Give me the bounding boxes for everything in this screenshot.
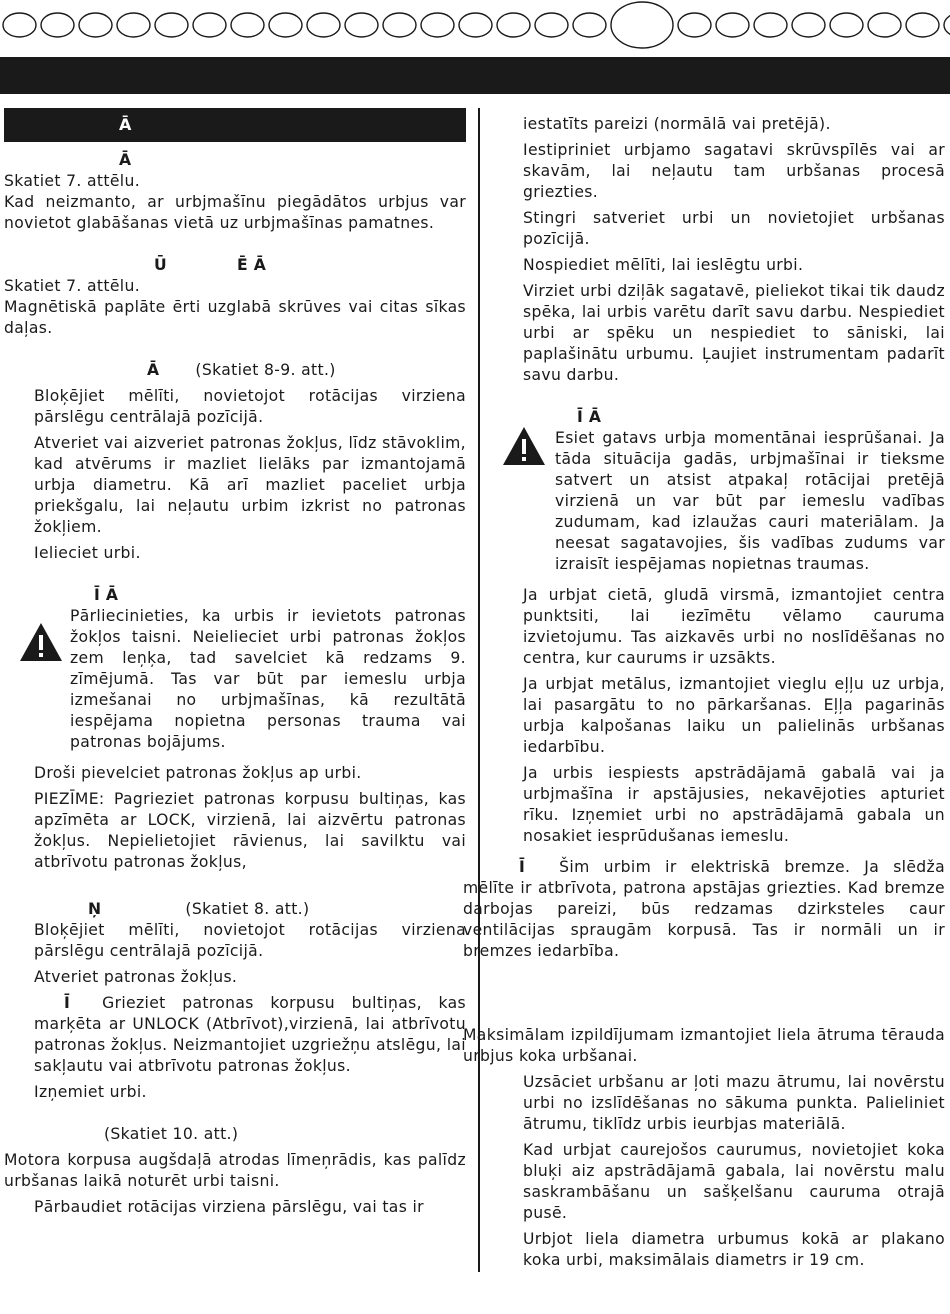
- step: Ja urbis iespiests apstrādājamā gabalā vai ja urbjmašīna ir apstājusies, nekavējoties apturiet rīku. Izņemiet urbi no apstrādājamā gabala un nosakiet iesprūdušanas iemeslu.: [523, 764, 945, 845]
- step: Stingri satveriet urbi un novietojiet urbšanas pozīcijā.: [523, 209, 945, 248]
- paragraph: Kad neizmanto, ar urbjmašīnu piegādātos urbjus var novietot glabāšanas vietā uz urbjmašīnas pamatnes.: [4, 193, 466, 232]
- warning-triangle-icon: [501, 425, 547, 467]
- step: Pārbaudiet rotācijas virziena pārslēgu, vai tas ir: [34, 1198, 424, 1216]
- warning-text: Esiet gatavs urbja momentānai iesprūšanai. Ja tāda situācija gadās, urbjmašīnai ir tieksme satvert un atsist atpakaļ rotācijai pretējā virzienā un var būt par iemeslu vadības zudumam, kad izlaužas cauri materiālam. Ja neesat sagatavojies, šis vadības zudums var izraisīt iespējamas nopietnas traumas.: [555, 429, 945, 573]
- subheading-install-bit: Ā (Skatiet 8-9. att.): [147, 361, 336, 379]
- header-oval-chain: [0, 0, 950, 50]
- header-oval: [497, 13, 530, 37]
- left-column: [4, 108, 466, 1218]
- step: Kad urbjat caurejošos caurumus, novietojiet koka bluķi aiz apstrādājamā gabala, lai novērstu malu saskrambāšanu un sašķelšanu cauruma otrajā pusē.: [523, 1141, 945, 1222]
- header-oval: [716, 13, 749, 37]
- right-column: [463, 114, 945, 1271]
- subheading-storage: Ā: [119, 151, 132, 169]
- step: Virziet urbi dziļāk sagatavē, pieliekot tikai tik daudz spēka, lai urbis varētu darīt savu darbu. Nespiediet urbi ar spēku un nespiediet to sāniski, lai paplašinātu urbumu. Ļaujiet instrumentam padarīt savu darbu.: [523, 282, 945, 384]
- header-oval: [307, 13, 340, 37]
- header-oval: [231, 13, 264, 37]
- section-heading-bar: Ā: [4, 108, 466, 142]
- header-oval: [868, 13, 901, 37]
- paragraph: Maksimālam izpildījumam izmantojiet liela ātruma tērauda urbjus koka urbšanai.: [463, 1026, 945, 1065]
- step: Iestipriniet urbjamo sagatavi skrūvspīlēs vai ar skavām, lai neļautu tam urbšanas procesā griezties.: [523, 141, 945, 201]
- subheading-magnetic-tray: Ū Ē Ā: [154, 256, 267, 274]
- step: Ja urbjat metālus, izmantojiet vieglu eļļu uz urbja, lai pasargātu to no pārkaršanas. Eļļa pagarinās urbja kalpošanas laiku un palielinās urbšanas iedarbību.: [523, 675, 945, 756]
- step: Nospiediet mēlīti, lai ieslēgtu urbi.: [523, 256, 804, 274]
- header-oval: [421, 13, 454, 37]
- warning-block: [4, 585, 466, 753]
- header-oval: [678, 13, 711, 37]
- ref-text: Skatiet 7. attēlu.: [4, 172, 141, 190]
- column-divider: [478, 108, 480, 1272]
- header-oval: [573, 13, 606, 37]
- ref-text: Skatiet 7. attēlu.: [4, 277, 141, 295]
- note: PIEZĪME: Pagrieziet patronas korpusu bultiņas, kas apzīmēta ar LOCK, virzienā, lai aizvērtu patronas žokļus. Nepielietojiet rāvienus, lai savilktu vai atbrīvotu patronas žokļus,: [34, 790, 466, 871]
- warning-block: [493, 407, 945, 575]
- step: Droši pievelciet patronas žokļus ap urbi.: [34, 764, 362, 782]
- step: Bloķējiet mēlīti, novietojot rotācijas virziena pārslēgu centrālajā pozīcijā.: [34, 387, 466, 426]
- step: Izņemiet urbi.: [34, 1083, 147, 1101]
- header-oval: [944, 13, 950, 37]
- header-oval: [269, 13, 302, 37]
- step: Ja urbjat cietā, gludā virsmā, izmantojiet centra punktsiti, lai iezīmētu vēlamo cauruma izvietojumu. Tas aizkavēs urbi no noslīdēšanas no centra, kur caurums ir uzsākts.: [523, 586, 945, 667]
- warning-text: Pārliecinieties, ka urbis ir ievietots patronas žokļos taisni. Neielieciet urbi patronas žokļos zem leņķa, tad savelciet kā redzams 9. zīmējumā. Tas var būt par iemeslu urbja izmešanai no urbjmašīnas, kā rezultātā iespējama nopietna personas trauma vai patronas bojājums.: [70, 607, 466, 751]
- step: Atveriet vai aizveriet patronas žokļus, līdz stāvoklim, kad atvērums ir mazliet lielāks par izmantojamā urbja diametru. Kā arī mazliet paceliet urbja priekšgalu, lai neļautu urbim izkrist no patronas žokļiem.: [34, 434, 466, 536]
- header-black-bar: [0, 57, 950, 94]
- header-oval-large: [611, 2, 673, 48]
- subheading-remove-bit: Ņ (Skatiet 8. att.): [88, 900, 310, 918]
- step: Bloķējiet mēlīti, novietojot rotācijas virziena pārslēgu centrālajā pozīcijā.: [34, 921, 466, 960]
- header-oval: [117, 13, 150, 37]
- header-oval: [345, 13, 378, 37]
- step: Ielieciet urbi.: [34, 544, 141, 562]
- note: Ī Grieziet patronas korpusu bultiņas, kas marķēta ar UNLOCK (Atbrīvot),virzienā, lai atbrīvotu patronas žokļus. Neizmantojiet uzgriežņu atslēgu, lai sakļautu vai atbrīvotu patronas žokļus.: [34, 994, 466, 1075]
- header-oval: [41, 13, 74, 37]
- header-oval: [383, 13, 416, 37]
- header-oval: [535, 13, 568, 37]
- header-oval: [459, 13, 492, 37]
- header-oval: [830, 13, 863, 37]
- paragraph: Motora korpusa augšdaļā atrodas līmeņrādis, kas palīdz urbšanas laikā noturēt urbi taisni.: [4, 1151, 466, 1190]
- warning-triangle-icon: [18, 621, 64, 663]
- header-oval: [3, 13, 36, 37]
- subheading-level: (Skatiet 10. att.): [104, 1125, 239, 1143]
- header-oval: [155, 13, 188, 37]
- step: Atveriet patronas žokļus.: [34, 968, 238, 986]
- header-oval: [792, 13, 825, 37]
- header-oval: [906, 13, 939, 37]
- header-oval: [754, 13, 787, 37]
- header-oval: [79, 13, 112, 37]
- header-oval: [193, 13, 226, 37]
- warning-heading: Ī Ā: [94, 586, 119, 604]
- step: iestatīts pareizi (normālā vai pretējā).: [523, 115, 831, 133]
- step: Uzsāciet urbšanu ar ļoti mazu ātrumu, lai novērstu urbi no izslīdēšanas no sākuma punkta. Palieliniet ātrumu, tiklīdz urbis ieurbjas materiālā.: [523, 1073, 945, 1133]
- warning-heading: Ī Ā: [577, 408, 602, 426]
- step: Urbjot liela diametra urbumus kokā ar plakano koka urbi, maksimālais diametrs ir 19 cm.: [523, 1230, 945, 1269]
- paragraph: Magnētiskā paplāte ērti uzglabā skrūves vai citas sīkas daļas.: [4, 298, 466, 337]
- note: Ī Šim urbim ir elektriskā bremze. Ja slēdža mēlīte ir atbrīvota, patrona apstājas griezties. Kad bremze darbojas pareizi, būs redzamas dzirksteles caur ventilācijas spraugām korpusā. Tas ir normāli un ir bremzes iedarbība.: [463, 858, 945, 960]
